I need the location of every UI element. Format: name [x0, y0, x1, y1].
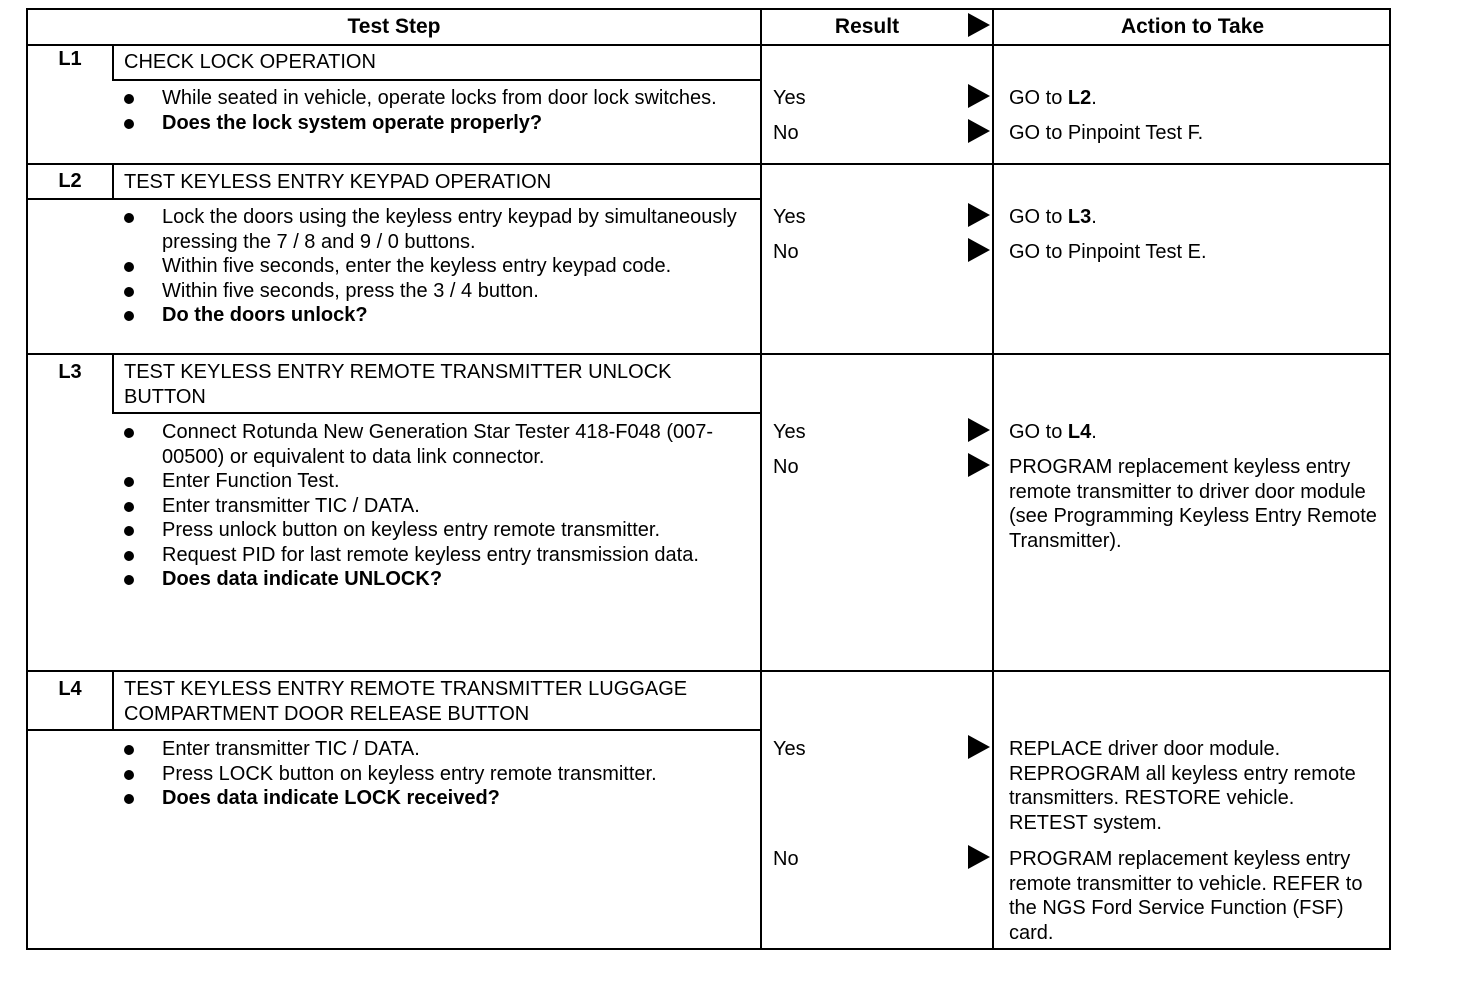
action-no-l4: PROGRAM replacement keyless entry remote transmitter to vehicle. REFER to the NGS Ford Service Function (FSF) card.	[1009, 848, 1363, 944]
title-divider	[28, 729, 760, 731]
list-item: Enter transmitter TIC / DATA.	[122, 737, 722, 762]
list-item: Press unlock button on keyless entry remote transmitter.	[122, 518, 732, 543]
step-id-divider	[112, 163, 114, 200]
step-divider	[28, 353, 1391, 355]
column-divider-result	[760, 10, 762, 950]
bullet-icon	[122, 303, 162, 328]
result-no: No	[773, 241, 799, 263]
step-id-l2: L2	[58, 170, 82, 192]
list-item: Enter Function Test.	[122, 469, 732, 494]
step-divider	[28, 670, 1391, 672]
step-id-l4: L4	[58, 678, 82, 700]
step-title-l3: TEST KEYLESS ENTRY REMOTE TRANSMITTER UNLOCK BUTTON	[124, 361, 672, 408]
diagnostic-table	[26, 8, 1391, 950]
bullet-icon	[122, 420, 162, 469]
action-yes-l3: GO to L4.	[1009, 421, 1097, 443]
list-item: Lock the doors using the keyless entry keypad by simultaneously pressing the 7 / 8 and 9 / 0 buttons.	[122, 205, 762, 254]
step-id-l1: L1	[58, 48, 82, 70]
bullet-icon	[122, 254, 162, 279]
step-bullets-l2	[122, 205, 762, 328]
result-yes: Yes	[773, 206, 806, 228]
step-bullets-l1	[122, 86, 762, 135]
bullet-icon	[122, 518, 162, 543]
result-arrow-icon	[968, 453, 990, 477]
bullet-icon	[122, 786, 162, 811]
bullet-icon	[122, 205, 162, 254]
list-item: Within five seconds, enter the keyless entry keypad code.	[122, 254, 762, 279]
action-yes-l2: GO to L3.	[1009, 206, 1097, 228]
bullet-icon	[122, 86, 162, 111]
result-no: No	[773, 456, 799, 478]
list-item: Enter transmitter TIC / DATA.	[122, 494, 732, 519]
title-divider	[112, 412, 760, 414]
step-id-l3: L3	[58, 361, 82, 383]
result-yes: Yes	[773, 738, 806, 760]
header-arrow-icon	[968, 13, 990, 37]
list-item: Connect Rotunda New Generation Star Tester 418-F048 (007-00500) or equivalent to data link connector.	[122, 420, 732, 469]
step-id-divider	[112, 44, 114, 80]
result-arrow-icon	[968, 845, 990, 869]
bullet-icon	[122, 543, 162, 568]
result-yes: Yes	[773, 87, 806, 109]
step-title-l1: CHECK LOCK OPERATION	[124, 51, 376, 73]
list-item: Does data indicate UNLOCK?	[122, 567, 732, 592]
bullet-icon	[122, 469, 162, 494]
bullet-icon	[122, 737, 162, 762]
title-divider	[112, 79, 760, 81]
step-bullets-l4	[122, 737, 722, 811]
action-no-l1: GO to Pinpoint Test F.	[1009, 122, 1204, 144]
action-yes-l1: GO to L2.	[1009, 87, 1097, 109]
list-item: Does the lock system operate properly?	[122, 111, 762, 136]
list-item: Press LOCK button on keyless entry remote transmitter.	[122, 762, 722, 787]
step-divider	[28, 163, 1391, 165]
column-divider-action	[992, 10, 994, 950]
step-title-l2: TEST KEYLESS ENTRY KEYPAD OPERATION	[124, 171, 552, 193]
header-test-step: Test Step	[347, 15, 441, 38]
result-no: No	[773, 848, 799, 870]
result-arrow-icon	[968, 84, 990, 108]
list-item: While seated in vehicle, operate locks from door lock switches.	[122, 86, 762, 111]
bullet-icon	[122, 762, 162, 787]
result-arrow-icon	[968, 119, 990, 143]
title-divider	[28, 198, 760, 200]
result-arrow-icon	[968, 238, 990, 262]
bullet-icon	[122, 279, 162, 304]
step-bullets-l3	[122, 420, 732, 592]
list-item: Does data indicate LOCK received?	[122, 786, 722, 811]
step-id-divider	[112, 670, 114, 731]
result-arrow-icon	[968, 418, 990, 442]
list-item: Do the doors unlock?	[122, 303, 762, 328]
action-no-l2: GO to Pinpoint Test E.	[1009, 241, 1207, 263]
step-title-l4: TEST KEYLESS ENTRY REMOTE TRANSMITTER LUGGAGE COMPARTMENT DOOR RELEASE BUTTON	[124, 678, 688, 725]
result-arrow-icon	[968, 735, 990, 759]
list-item: Request PID for last remote keyless entry transmission data.	[122, 543, 732, 568]
step-id-divider	[112, 353, 114, 414]
action-no-l3: PROGRAM replacement keyless entry remote transmitter to driver door module (see Programming Keyless Entry Remote Transmitter).	[1009, 456, 1377, 552]
action-yes-l4: REPLACE driver door module. REPROGRAM all keyless entry remote transmitters. RESTORE vehicle. RETEST system.	[1009, 738, 1356, 834]
header-result: Result	[834, 15, 900, 38]
bullet-icon	[122, 494, 162, 519]
bullet-icon	[122, 567, 162, 592]
result-no: No	[773, 122, 799, 144]
header-action: Action to Take	[1120, 15, 1265, 38]
result-yes: Yes	[773, 421, 806, 443]
list-item: Within five seconds, press the 3 / 4 button.	[122, 279, 762, 304]
bullet-icon	[122, 111, 162, 136]
header-divider	[28, 44, 1391, 46]
result-arrow-icon	[968, 203, 990, 227]
